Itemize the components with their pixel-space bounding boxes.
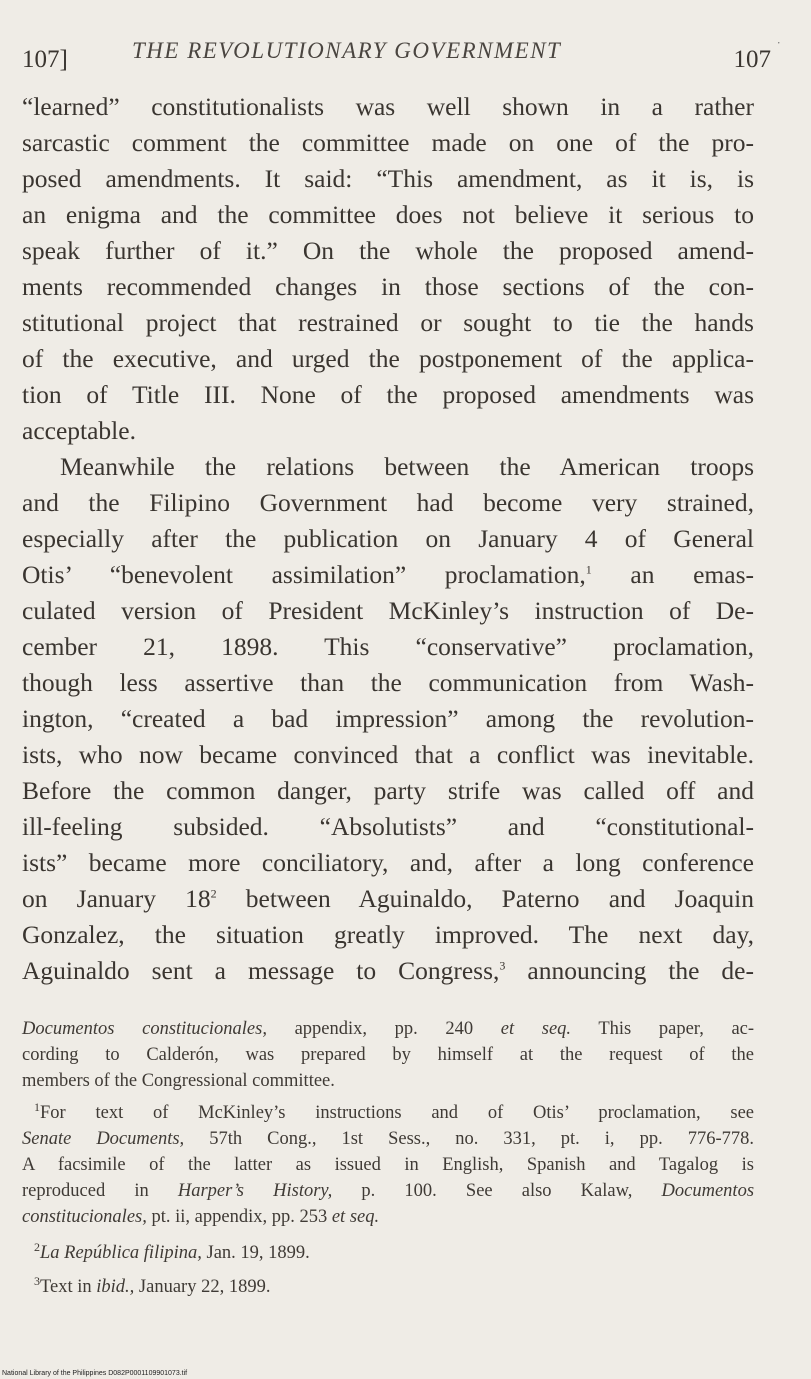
footnote-line: A facsimile of the latter as issued in English, Spanish and Tagalog is: [22, 1155, 754, 1175]
footnote-italic: Documentos constitucionales,: [22, 1019, 267, 1039]
body-text: Otis’ “benevolent assimilation” proclamation,: [22, 560, 586, 589]
footnote-italic: Senate Documents,: [22, 1129, 185, 1149]
body-line: ments recommended changes in those sections of the con-: [22, 272, 754, 301]
footnote-line: [22, 1274, 754, 1300]
body-line: acceptable.: [22, 416, 136, 445]
body-line: of the executive, and urged the postponement of the applica-: [22, 344, 754, 373]
body-text: an emas-: [630, 560, 754, 589]
footnote-text: 57th Cong., 1st Sess., no. 331, pt. i, pp. 776-778.: [209, 1129, 754, 1149]
body-line: ill-feeling subsided. “Absolutists” and “constitutional-: [22, 812, 754, 841]
body-text: Aguinaldo sent a message to Congress,: [22, 956, 500, 985]
footnote-text: p. 100. See also Kalaw,: [361, 1181, 633, 1201]
scan-credit: National Library of the Philippines D082P0001109901073.tif: [2, 1370, 188, 1377]
footnote-line: [22, 1100, 754, 1126]
body-line: [22, 954, 754, 988]
body-line: [22, 558, 754, 592]
page-number-left: 107]: [22, 46, 68, 73]
footnote-italic: constitucionales,: [22, 1207, 147, 1227]
footnote-mark: 1: [34, 1099, 40, 1114]
body-line: posed amendments. It said: “This amendment, as it is, is: [22, 164, 754, 193]
footnote-text: appendix, pp. 240: [294, 1019, 474, 1039]
footnote-ref: 3: [499, 958, 506, 973]
footnote-italic: ibid.,: [96, 1277, 135, 1297]
body-line: Gonzalez, the situation greatly improved. The next day,: [22, 920, 754, 949]
footnote-line: members of the Congressional committee.: [22, 1071, 335, 1091]
body-line: though less assertive than the communication from Wash-: [22, 668, 754, 697]
footnote-text: This paper, ac-: [598, 1019, 755, 1039]
page-number-right: 107: [733, 46, 771, 73]
body-line: ists” became more conciliatory, and, after a long conference: [22, 848, 754, 877]
body-line: tion of Title III. None of the proposed amendments was: [22, 380, 754, 409]
body-text: on January 18: [22, 884, 211, 913]
footnote-line: [22, 1016, 754, 1042]
footnote-line: cording to Calderón, was prepared by himself at the request of the: [22, 1045, 754, 1065]
footnote-text: January 22, 1899.: [138, 1277, 271, 1297]
body-line: stitutional project that restrained or sought to tie the hands: [22, 308, 754, 337]
footnote-line: [22, 1240, 754, 1266]
body-line: sarcastic comment the committee made on one of the pro-: [22, 128, 754, 157]
body-line: speak further of it.” On the whole the proposed amend-: [22, 236, 754, 265]
body-line: [22, 882, 754, 916]
body-text: announcing the de-: [527, 956, 754, 985]
running-title: THE REVOLUTIONARY GOVERNMENT: [132, 38, 562, 63]
footnote-mark: 3: [34, 1273, 40, 1288]
body-text: between Aguinaldo, Paterno and Joaquin: [245, 884, 754, 913]
edge-mark-icon: ˙: [776, 40, 781, 55]
footnote-text: pt. ii, appendix, pp. 253: [151, 1207, 328, 1227]
running-header: [22, 38, 771, 78]
body-line: culated version of President McKinley’s instruction of De-: [22, 596, 754, 625]
footnote-italic: Documentos: [661, 1181, 755, 1201]
footnote-text: Jan. 19, 1899.: [206, 1243, 310, 1263]
body-line: an enigma and the committee does not believe it serious to: [22, 200, 754, 229]
footnote-italic: Harper’s History,: [177, 1181, 333, 1201]
body-line: ists, who now became convinced that a conflict was inevitable.: [22, 740, 754, 769]
footnote-mark: 2: [34, 1239, 40, 1254]
body-line: Before the common danger, party strife was called off and: [22, 776, 754, 805]
footnote-italic: et seq.: [331, 1207, 380, 1227]
footnote-line: [22, 1204, 754, 1230]
footnote-text: reproduced in: [22, 1181, 149, 1201]
body-line: Meanwhile the relations between the American troops: [60, 452, 754, 481]
footnote-italic: et seq.: [500, 1019, 572, 1039]
body-line: ington, “created a bad impression” among the revolution-: [22, 704, 754, 733]
body-line: cember 21, 1898. This “conservative” proclamation,: [22, 632, 754, 661]
body-line: and the Filipino Government had become very strained,: [22, 488, 754, 517]
footnote-ref: 2: [210, 886, 217, 901]
footnote-ref: 1: [585, 562, 592, 577]
body-line: “learned” constitutionalists was well shown in a rather: [22, 92, 754, 121]
footnote-line: [22, 1178, 754, 1204]
footnote-italic: La República filipina,: [40, 1243, 202, 1263]
footnote-text: Text in: [40, 1277, 92, 1297]
footnote-line: [22, 1126, 754, 1152]
footnote-text: For text of McKinley’s instructions and of Otis’ proclamation, see: [40, 1103, 754, 1123]
body-line: especially after the publication on January 4 of General: [22, 524, 754, 553]
